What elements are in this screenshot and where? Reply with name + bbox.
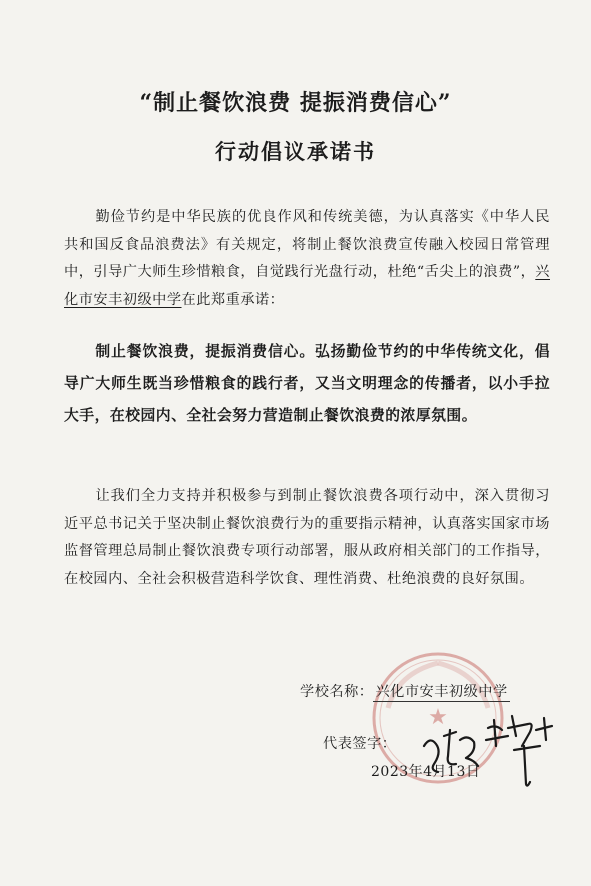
intro-tail: 在此郑重承诺： [181, 291, 285, 308]
handwritten-signature [416, 706, 566, 790]
representative-label: 代表签字： [323, 736, 397, 752]
school-name-row [300, 681, 510, 702]
intro-school-name: 兴化市安丰初级中学 [64, 264, 550, 308]
svg-text:★: ★ [428, 705, 448, 730]
intro-text: 勤俭节约是中华民族的优良作风和传统美德，为认真落实《中华人民共和国反食品浪费法》有关规定，将制止餐饮浪费宣传融入校园日常管理中，引导广大师生珍惜粮食，自觉践行光盘行动，杜绝“舌尖上的浪费”， [64, 209, 550, 280]
school-name-value: 兴化市安丰初级中学 [373, 681, 509, 702]
representative-signature-row [323, 733, 396, 753]
document-title: “制止餐饮浪费 提振消费信心” [139, 90, 452, 116]
call-to-action-text: 让我们全力支持并积极参与到制止餐饮浪费各项行动中，深入贯彻习近平总书记关于坚决制止餐饮浪费行为的重要指示精神，认真落实国家市场监督管理总局制止餐饮浪费专项行动部署，服从政府相关部门的工作指导，在校园内、全社会积极营造科学饮食、理性消费、杜绝浪费的良好氛围。 [64, 488, 550, 587]
pledge-text: 制止餐饮浪费，提振消费信心。弘扬勤俭节约的中华传统文化，倡导广大师生既当珍惜粮食的践行者，又当文明理念的传播者，以小手拉大手，在校园内、全社会努力营造制止餐饮浪费的浓厚氛围。 [64, 343, 550, 424]
document-subtitle: 行动倡议承诺书 [215, 139, 376, 164]
intro-paragraph [64, 204, 550, 314]
call-to-action-paragraph [64, 483, 550, 593]
school-name-label: 学校名称： [300, 684, 374, 700]
pledge-paragraph [64, 336, 550, 432]
signing-date: 2023年4月13日 [371, 764, 481, 780]
